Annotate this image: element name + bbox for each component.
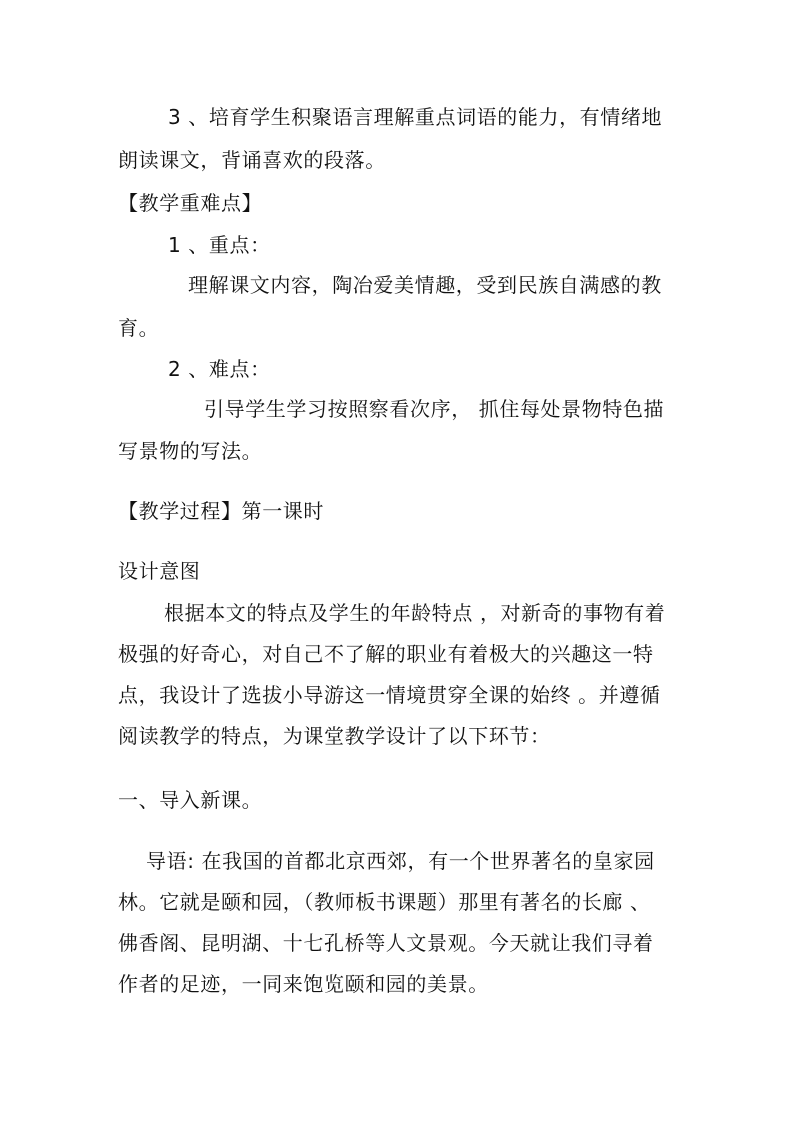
section-one-heading: 一、导入新课。 — [118, 788, 263, 812]
intro-text-line-4: 作者的足迹，一同来饱览颐和园的美景。 — [118, 972, 489, 996]
design-intent-text-line-1: 根据本文的特点及学生的年龄特点 ，对新奇的事物有着 — [164, 601, 666, 625]
design-intent-text-line-3: 点，我设计了选拔小导游这一情境贯穿全课的始终 。并遵循 — [118, 683, 661, 707]
goal-3-text-line-1: 3 、培育学生积聚语言理解重点词语的能力，有情绪地 — [168, 105, 663, 129]
design-intent-text-line-4: 阅读教学的特点，为课堂教学设计了以下环节： — [118, 724, 551, 748]
design-intent-text-line-2: 极强的好奇心，对自己不了解的职业有着极大的兴趣这一特 — [118, 642, 654, 666]
key-point-label: 1 、重点： — [168, 233, 271, 257]
design-intent-label: 设计意图 — [118, 559, 201, 583]
intro-text-line-3: 佛香阁、昆明湖、十七孔桥等人文景观。今天就让我们寻着 — [118, 931, 654, 955]
key-point-text-line-2: 育。 — [118, 316, 160, 340]
key-point-text-line-1: 理解课文内容，陶冶爱美情趣，受到民族自满感的教 — [188, 273, 662, 297]
section-heading-teaching-process: 【教学过程】第一课时 — [118, 499, 324, 523]
difficult-point-label: 2 、难点： — [168, 357, 271, 381]
difficult-point-text-line-2: 写景物的写法。 — [118, 439, 263, 463]
intro-text-line-2: 林。它就是颐和园，（教师板书课题）那里有著名的长廊 、 — [118, 890, 651, 914]
goal-3-text-line-2: 朗读课文，背诵喜欢的段落。 — [118, 148, 386, 172]
section-heading-key-and-difficult-points: 【教学重难点】 — [118, 191, 263, 215]
difficult-point-text-line-1: 引导学生学习按照察看次序， 抓住每处景物特色描 — [204, 397, 665, 421]
intro-text-line-1: 导语: 在我国的首都北京西郊，有一个世界著名的皇家园 — [146, 849, 655, 873]
